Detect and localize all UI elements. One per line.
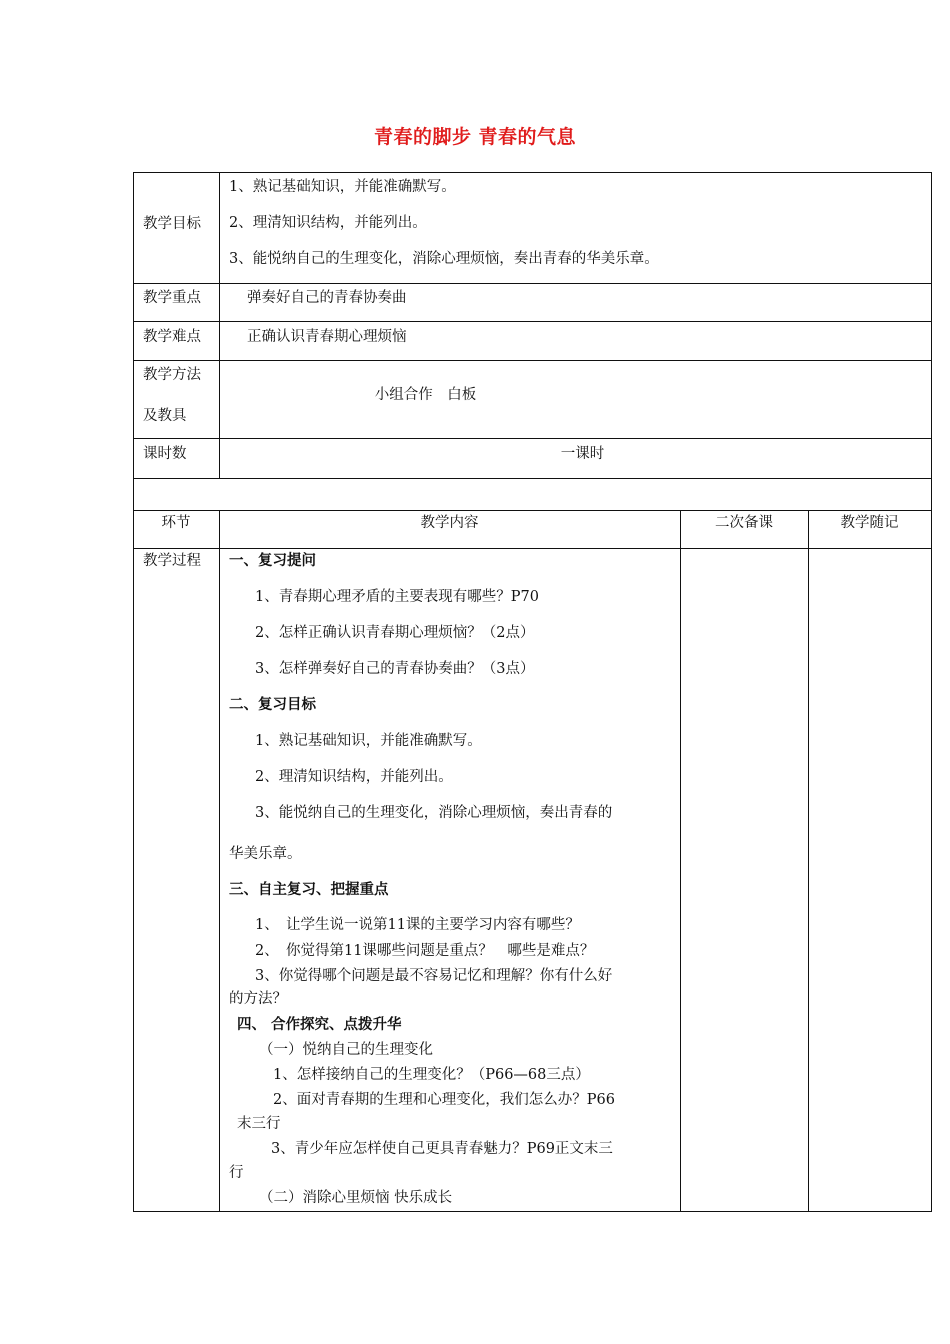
list-item: 2、 你觉得第11课哪些问题是重点？ 哪些是难点？ — [255, 943, 595, 959]
header-second-prep: 二次备课 — [715, 515, 773, 531]
hours-label: 课时数 — [143, 446, 187, 462]
list-item: 华美乐章。 — [229, 846, 302, 862]
goals-label: 教学目标 — [143, 216, 201, 232]
list-item: 的方法？ — [229, 991, 287, 1007]
list-item: 2、理清知识结构，并能列出。 — [255, 769, 453, 785]
row-divider — [133, 360, 932, 361]
method-label: 教学方法 — [143, 367, 201, 383]
list-item: 行 — [229, 1165, 244, 1181]
subsection-heading: （一）悦纳自己的生理变化 — [259, 1042, 433, 1058]
goal-item: 2、理清知识结构，并能列出。 — [229, 215, 427, 231]
table-border-bottom — [133, 1211, 932, 1212]
list-item: 末三行 — [237, 1116, 281, 1132]
list-item: 1、 让学生说一说第11课的主要学习内容有哪些？ — [255, 917, 580, 933]
column-divider — [219, 172, 220, 478]
list-item: 3、你觉得哪个问题是最不容易记忆和理解？你有什么好 — [255, 968, 613, 984]
header-notes: 教学随记 — [840, 515, 899, 531]
list-item: 1、熟记基础知识，并能准确默写。 — [255, 733, 482, 749]
table-border-left — [133, 172, 134, 1212]
list-item: 2、怎样正确认识青春期心理烦恼？（2点） — [255, 625, 535, 641]
column-divider — [219, 510, 220, 1212]
list-item: 3、怎样弹奏好自己的青春协奏曲？（3点） — [255, 661, 535, 677]
goal-item: 1、熟记基础知识，并能准确默写。 — [229, 179, 456, 195]
stage-label: 教学过程 — [143, 553, 201, 569]
header-content: 教学内容 — [420, 515, 479, 531]
row-divider — [133, 548, 932, 549]
document-title: 青春的脚步 青春的气息 — [373, 126, 577, 148]
list-item: 2、面对青春期的生理和心理变化，我们怎么办？P66 — [273, 1092, 615, 1108]
key-point-value: 弹奏好自己的青春协奏曲 — [247, 290, 407, 306]
row-divider — [133, 510, 932, 511]
goal-item: 3、能悦纳自己的生理变化，消除心理烦恼，奏出青春的华美乐章。 — [229, 251, 659, 267]
key-point-label: 教学重点 — [143, 290, 201, 306]
row-divider — [133, 478, 932, 479]
method-label-2: 及教具 — [143, 408, 187, 424]
column-divider — [680, 510, 681, 1212]
method-value: 小组合作 白板 — [374, 387, 477, 403]
section-heading: 三、自主复习、把握重点 — [229, 881, 389, 898]
section-heading: 一、复习提问 — [229, 552, 316, 569]
list-item: 1、青春期心理矛盾的主要表现有哪些？P70 — [255, 589, 539, 605]
hours-value: 一课时 — [560, 446, 605, 462]
table-border-right — [931, 172, 932, 1212]
difficulty-label: 教学难点 — [143, 329, 201, 345]
row-divider — [133, 283, 932, 284]
lesson-plan-table — [133, 172, 932, 1212]
section-heading: 二、复习目标 — [229, 696, 316, 713]
list-item: 1、怎样接纳自己的生理变化？（P66—68三点） — [273, 1067, 590, 1083]
difficulty-value: 正确认识青春期心理烦恼 — [247, 329, 407, 345]
row-divider — [133, 321, 932, 322]
section-heading: 四、 合作探究、点拨升华 — [237, 1016, 402, 1033]
list-item: 3、青少年应怎样使自己更具青春魅力？P69正文末三 — [271, 1141, 613, 1157]
header-stage: 环节 — [161, 515, 191, 531]
column-divider — [808, 510, 809, 1212]
row-divider — [133, 438, 932, 439]
list-item: 3、能悦纳自己的生理变化，消除心理烦恼，奏出青春的 — [255, 805, 613, 821]
subsection-heading: （二）消除心里烦恼 快乐成长 — [259, 1190, 453, 1206]
table-border-top — [133, 172, 932, 173]
